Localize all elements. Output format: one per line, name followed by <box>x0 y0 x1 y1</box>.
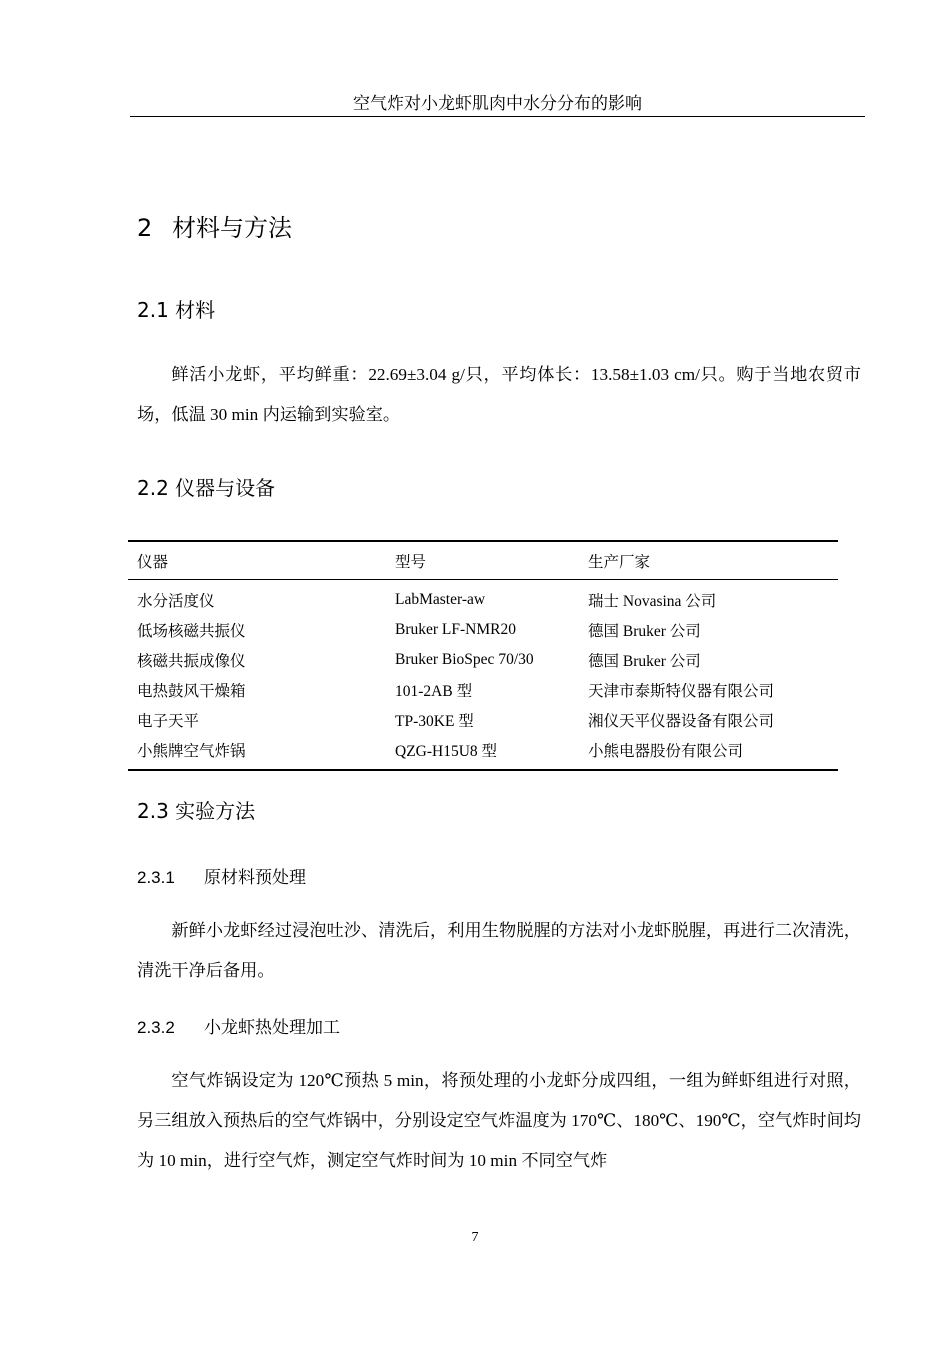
instrument-table <box>128 540 838 771</box>
running-header: 空气炸对小龙虾肌肉中水分分布的影响 <box>353 94 642 113</box>
materials-paragraph: 鲜活小龙虾，平均鲜重：22.69±3.04 g/只，平均体长：13.58±1.03 cm/只。购于当地农贸市场，低温 30 min 内运输到实验室。 <box>137 365 861 424</box>
subsubsection-heading-pretreatment <box>137 866 306 890</box>
table-header-row <box>128 541 838 580</box>
manufacturer-cell: 小熊电器股份有限公司 <box>588 743 744 760</box>
heat-processing-paragraph: 空气炸锅设定为 120℃预热 5 min，将预处理的小龙虾分成四组，一组为鲜虾组进行对照，另三组放入预热后的空气炸锅中，分别设定空气炸温度为 170℃、180℃、190℃，空气炸时间均为 10 min，进行空气炸，测定空气炸时间为 10 min 不同空气炸 <box>137 1071 861 1170</box>
subsubsection-title: 小龙虾热处理加工 <box>204 1018 340 1038</box>
model-cell: TP-30KE 型 <box>395 713 474 730</box>
column-header-model: 型号 <box>395 553 427 571</box>
model-cell: QZG-H15U8 型 <box>395 743 498 760</box>
model-cell: 101-2AB 型 <box>395 683 473 700</box>
model-cell: LabMaster-aw <box>395 591 486 608</box>
manufacturer-cell: 湘仪天平仪器设备有限公司 <box>588 713 775 730</box>
model-cell: Bruker LF-NMR20 <box>395 621 516 638</box>
subsubsection-number: 2.3.2 <box>137 1018 175 1037</box>
subsection-heading-materials: 2.1 材料 <box>137 298 216 322</box>
section-heading <box>137 212 292 244</box>
table-row <box>128 735 838 770</box>
table-row <box>128 580 838 616</box>
table-row <box>128 675 838 705</box>
manufacturer-cell: 德国 Bruker 公司 <box>588 623 701 640</box>
manufacturer-cell: 德国 Bruker 公司 <box>588 653 701 670</box>
table-row <box>128 705 838 735</box>
column-header-instrument: 仪器 <box>137 553 169 571</box>
instrument-cell: 核磁共振成像仪 <box>137 653 246 670</box>
instrument-cell: 电热鼓风干燥箱 <box>137 683 246 700</box>
header-rule <box>130 116 865 117</box>
instrument-cell: 电子天平 <box>137 713 200 730</box>
instrument-cell: 小熊牌空气炸锅 <box>137 743 246 760</box>
manufacturer-cell: 瑞士 Novasina 公司 <box>588 593 717 610</box>
table-row <box>128 645 838 675</box>
section-title: 材料与方法 <box>172 214 292 242</box>
subsubsection-title: 原材料预处理 <box>204 868 306 888</box>
section-number: 2 <box>137 214 153 242</box>
table-row <box>128 615 838 645</box>
pretreatment-paragraph: 新鲜小龙虾经过浸泡吐沙、清洗后，利用生物脱腥的方法对小龙虾脱腥，再进行二次清洗，清洗干净后备用。 <box>137 921 861 980</box>
column-header-manufacturer: 生产厂家 <box>588 553 651 571</box>
subsubsection-number: 2.3.1 <box>137 868 175 887</box>
manufacturer-cell: 天津市泰斯特仪器有限公司 <box>588 683 775 700</box>
page-number: 7 <box>471 1230 479 1245</box>
subsection-heading-instruments: 2.2 仪器与设备 <box>137 476 276 500</box>
subsubsection-heading-heat-processing <box>137 1016 340 1040</box>
instrument-cell: 低场核磁共振仪 <box>137 623 246 640</box>
instrument-cell: 水分活度仪 <box>137 593 215 610</box>
model-cell: Bruker BioSpec 70/30 <box>395 651 534 668</box>
subsection-heading-methods: 2.3 实验方法 <box>137 799 256 823</box>
